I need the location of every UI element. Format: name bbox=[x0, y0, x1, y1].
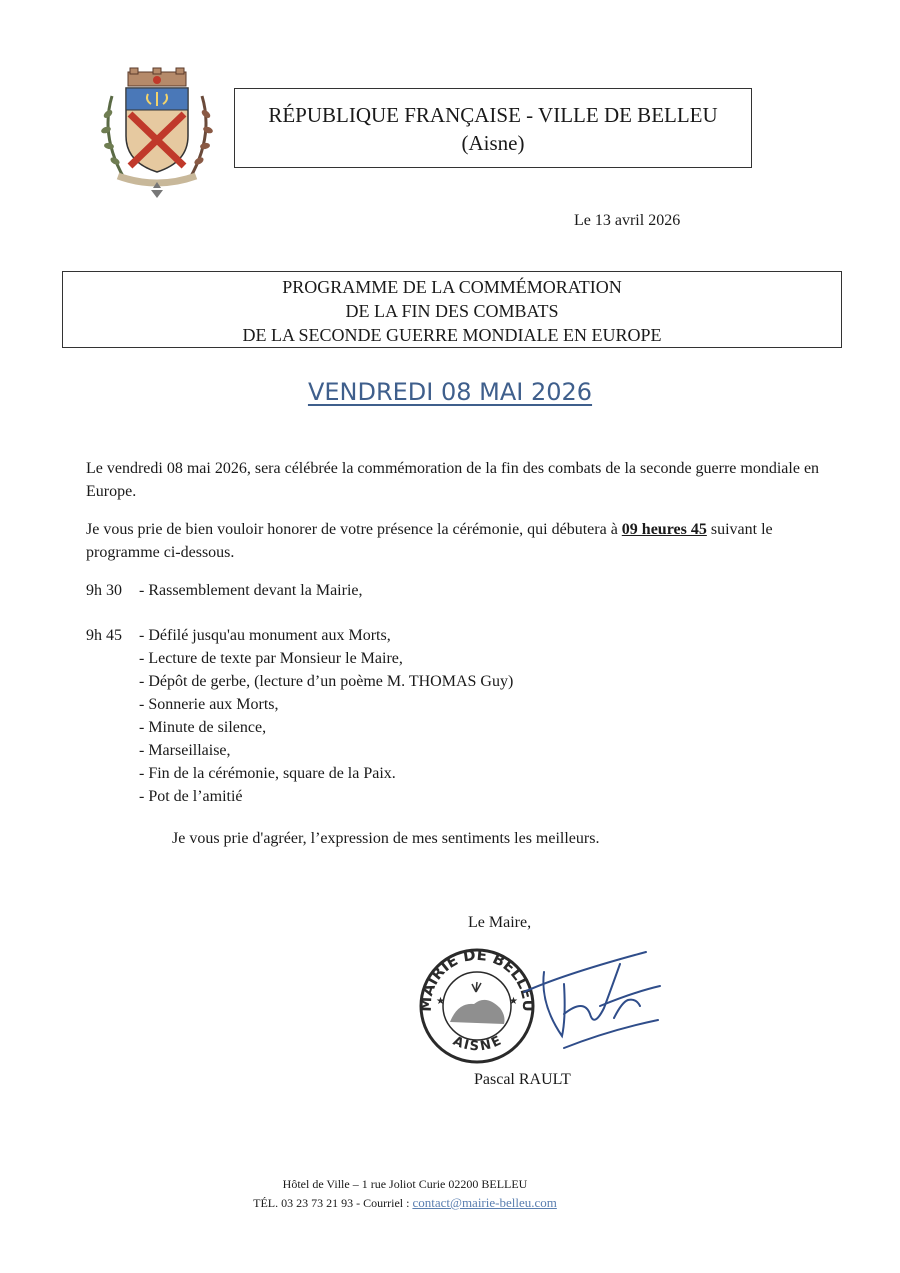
program-item: - Rassemblement devant la Mairie, bbox=[139, 582, 363, 599]
program-item: - Lecture de texte par Monsieur le Maire, bbox=[139, 650, 403, 667]
invitation-text: Je vous prie de bien vouloir honorer de votre présence la cérémonie, qui débutera à bbox=[86, 521, 622, 538]
footer-contact bbox=[0, 1194, 810, 1212]
program-item: - Pot de l’amitié bbox=[139, 788, 243, 805]
program-item: - Dépôt de gerbe, (lecture d’un poème M. THOMAS Guy) bbox=[139, 673, 514, 690]
footer-phone: TÉL. 03 23 73 21 93 - Courriel : bbox=[253, 1196, 413, 1210]
signatory-role: Le Maire, bbox=[468, 914, 532, 931]
stamp-text-bottom: AISNE bbox=[450, 1033, 504, 1055]
mayor-stamp-and-signature bbox=[414, 944, 664, 1064]
footer-address: Hôtel de Ville – 1 rue Joliot Curie 02200 BELLEU bbox=[282, 1177, 528, 1191]
program-item: - Fin de la cérémonie, square de la Paix. bbox=[139, 765, 396, 782]
invitation-text-end: suivant le programme ci-dessous. bbox=[86, 521, 773, 561]
program-item: - Sonnerie aux Morts, bbox=[139, 696, 279, 713]
program-item: - Marseillaise, bbox=[139, 742, 231, 759]
header-box bbox=[234, 88, 752, 168]
signatory-name: Pascal RAULT bbox=[474, 1071, 571, 1088]
city-coat-of-arms bbox=[96, 66, 218, 198]
header-title: RÉPUBLIQUE FRANÇAISE - VILLE DE BELLEU bbox=[268, 103, 718, 127]
program-title-line: DE LA SECONDE GUERRE MONDIALE EN EUROPE bbox=[242, 325, 662, 345]
closing-salutation: Je vous prie d'agréer, l’expression de mes sentiments les meilleurs. bbox=[172, 830, 600, 847]
program-title-line: PROGRAMME DE LA COMMÉMORATION bbox=[282, 277, 622, 297]
invitation-paragraph bbox=[86, 518, 826, 564]
program-item: - Minute de silence, bbox=[139, 719, 267, 736]
event-date-heading: VENDREDI 08 MAI 2026 bbox=[307, 378, 593, 406]
program-item: - Défilé jusqu'au monument aux Morts, bbox=[139, 627, 391, 644]
intro-paragraph: Le vendredi 08 mai 2026, sera célébrée la commémoration de la fin des combats de la seconde guerre mondiale en Europe. bbox=[86, 460, 820, 500]
program-time: 9h 45 bbox=[86, 627, 122, 644]
start-time-highlight: 09 heures 45 bbox=[621, 521, 707, 538]
document-date: Le 13 avril 2026 bbox=[574, 212, 681, 229]
program-title-line: DE LA FIN DES COMBATS bbox=[345, 301, 559, 321]
footer-email-link[interactable]: contact@mairie-belleu.com bbox=[412, 1195, 557, 1210]
header-subtitle: (Aisne) bbox=[461, 131, 525, 155]
program-title-box bbox=[62, 271, 842, 348]
svg-text:★: ★ bbox=[436, 996, 445, 1007]
stamp-text-top: MAIRIE DE BELLEU bbox=[416, 945, 538, 1013]
svg-text:★: ★ bbox=[509, 996, 518, 1007]
program-time: 9h 30 bbox=[86, 582, 122, 599]
